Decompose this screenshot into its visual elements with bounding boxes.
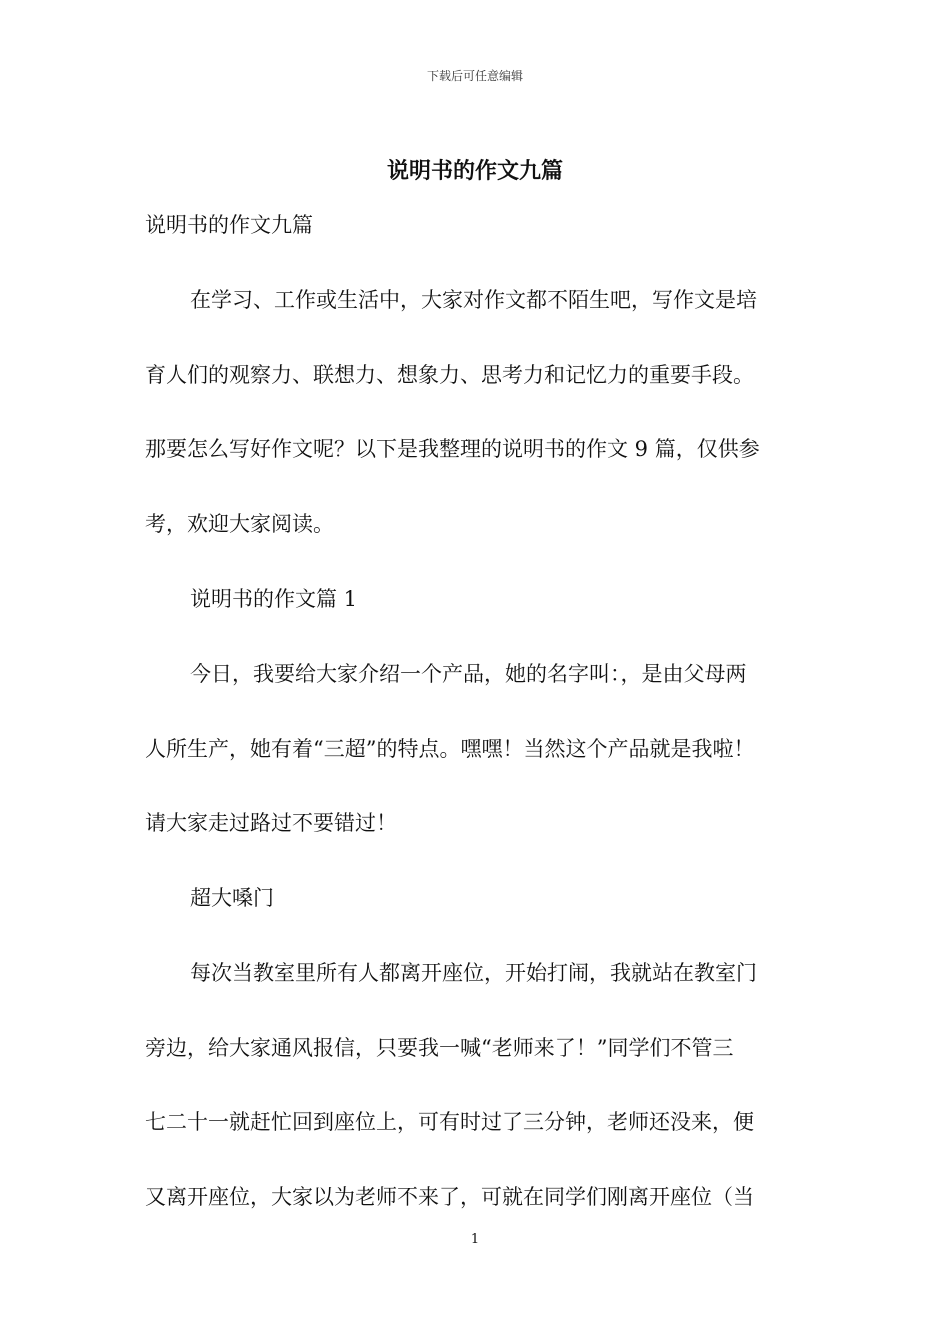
paragraph-line: 又离开座位，大家以为老师不来了，可就在同学们刚离开座位（当 <box>145 1185 754 1209</box>
section-heading: 超大嗓门 <box>190 886 274 910</box>
paragraph-line: 那要怎么写好作文呢？以下是我整理的说明书的作文 9 篇，仅供参 <box>145 437 760 461</box>
paragraph-line: 考，欢迎大家阅读。 <box>145 512 334 536</box>
page-number: 1 <box>470 1232 480 1247</box>
document-title: 说明书的作文九篇 <box>386 158 563 184</box>
paragraph-line: 今日，我要给大家介绍一个产品，她的名字叫：，是由父母两 <box>190 662 747 686</box>
paragraph-line: 旁边，给大家通风报信，只要我一喊“老师来了！”同学们不管三 <box>145 1036 734 1060</box>
header-note: 下载后可任意编辑 <box>426 69 523 83</box>
paragraph-line: 每次当教室里所有人都离开座位，开始打闹，我就站在教室门 <box>190 961 757 985</box>
subtitle-line: 说明书的作文九篇 <box>145 213 313 237</box>
section-heading: 说明书的作文篇 1 <box>190 587 358 611</box>
paragraph-line: 请大家走过路过不要错过！ <box>145 811 397 835</box>
paragraph-line: 人所生产，她有着“三超”的特点。嘿嘿！当然这个产品就是我啦！ <box>145 737 755 761</box>
paragraph-line: 七二十一就赶忙回到座位上，可有时过了三分钟，老师还没来，便 <box>145 1110 754 1134</box>
paragraph-line: 育人们的观察力、联想力、想象力、思考力和记忆力的重要手段。 <box>145 363 754 387</box>
paragraph-line: 在学习、工作或生活中，大家对作文都不陌生吧，写作文是培 <box>190 288 757 312</box>
